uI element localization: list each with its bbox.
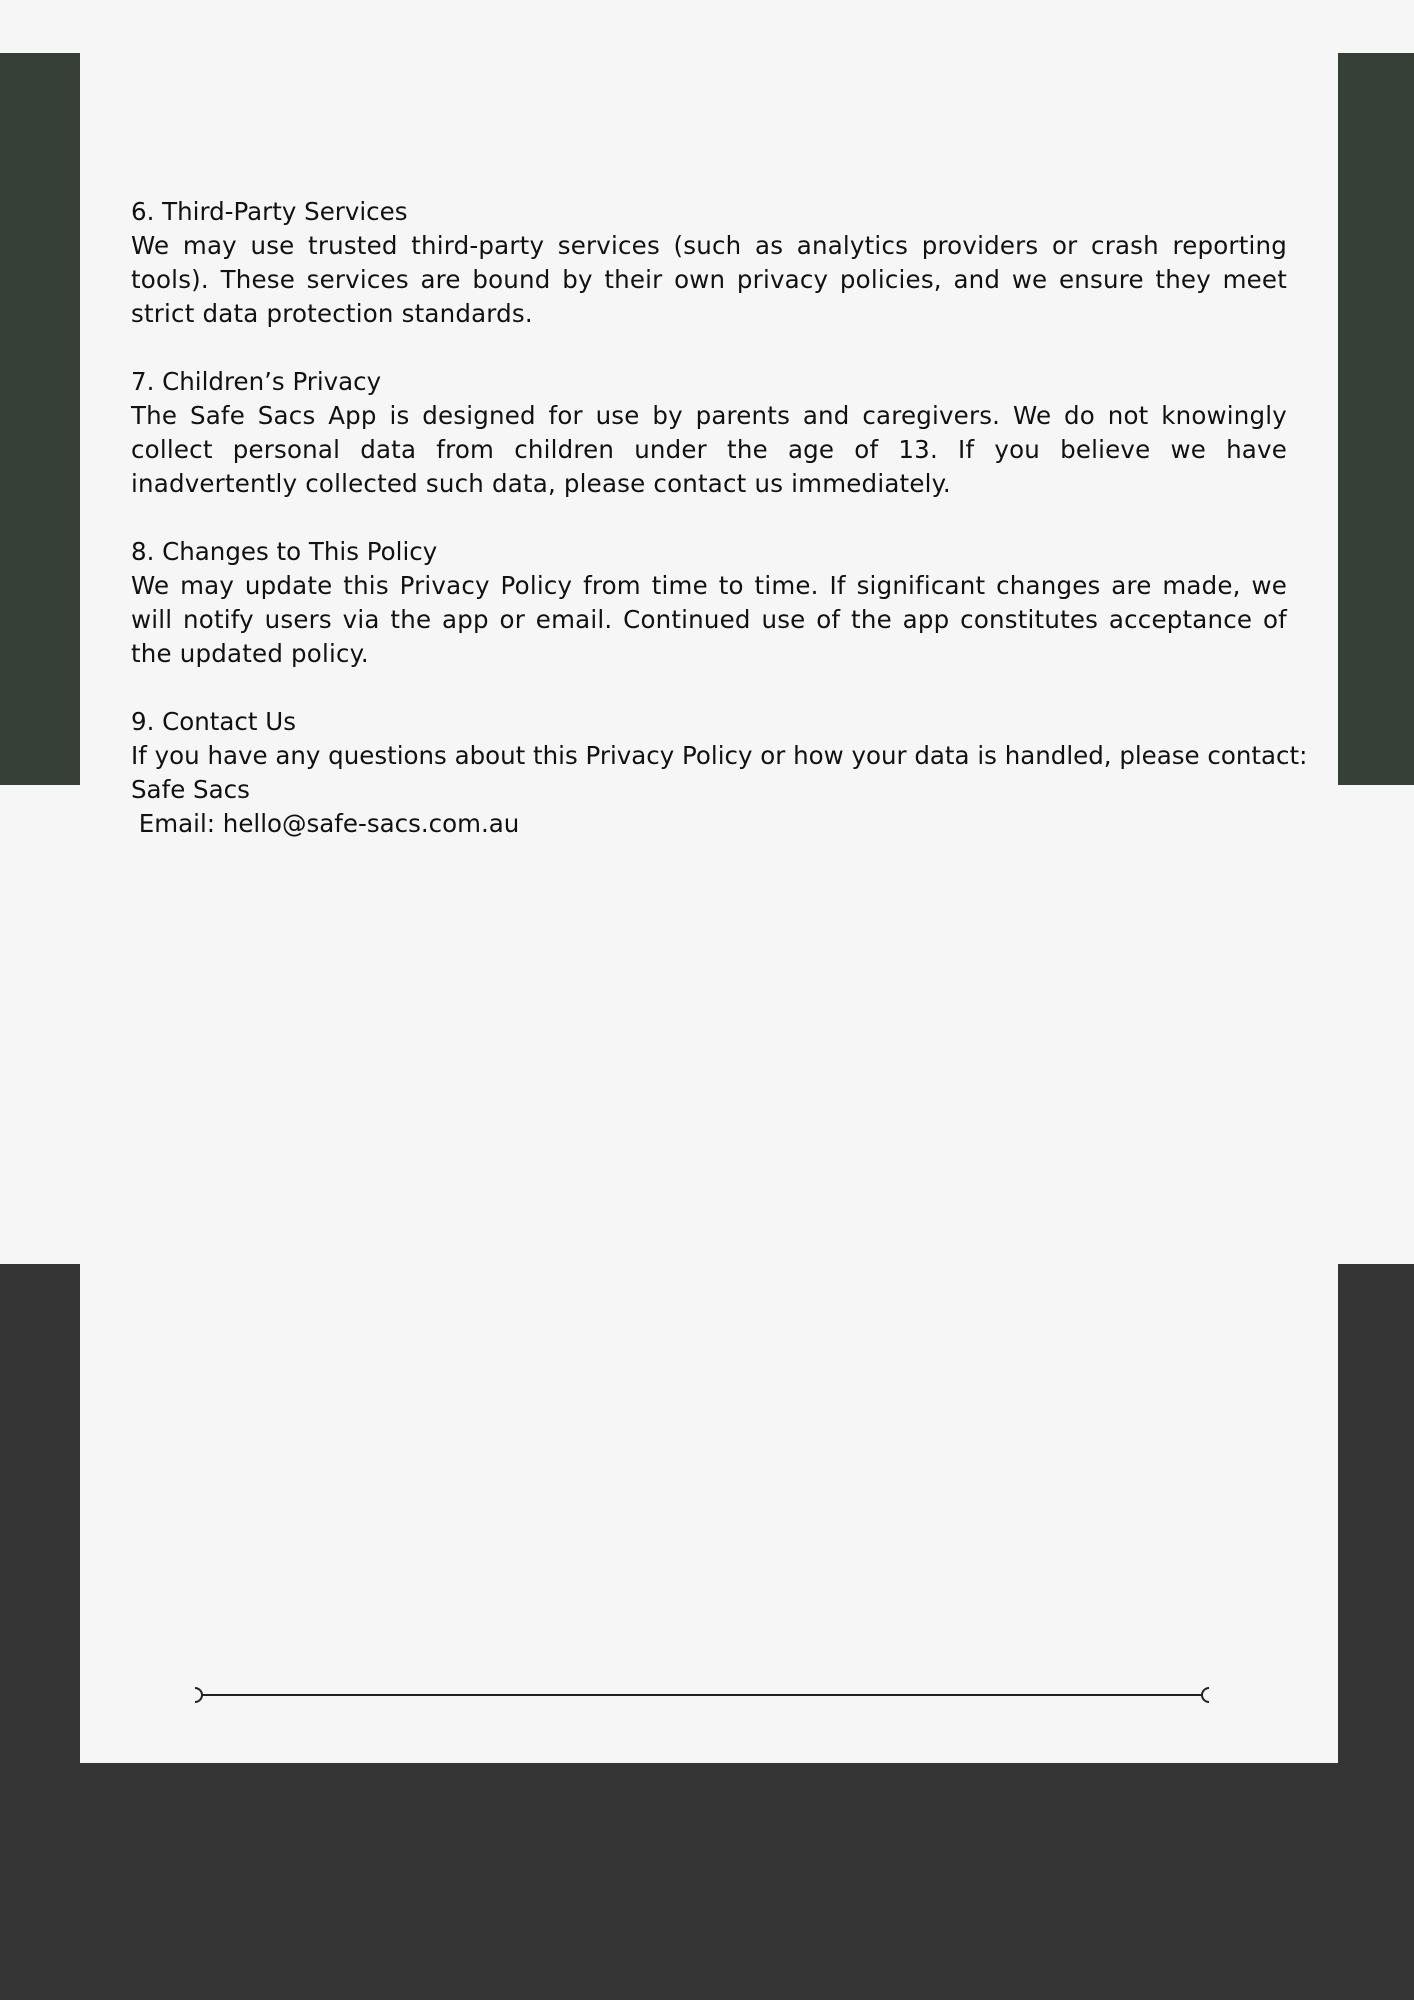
decorative-divider <box>193 1686 1211 1704</box>
contact-email: Email: hello@safe-sacs.com.au <box>131 809 520 838</box>
divider-left-cap <box>195 1688 202 1702</box>
section-body: We may use trusted third-party services (such as analytics providers or crash reporting tools). These services are bound by their own privacy policies, and we ensure they meet strict data protection standards. <box>131 231 1287 328</box>
section-title: 6. Third-Party Services <box>131 197 408 226</box>
section-title: 9. Contact Us <box>131 707 296 736</box>
section-body: The Safe Sacs App is designed for use by parents and caregivers. We do not knowingly collect personal data from children under the age of 13. If you believe we have inadvertently collected such data, please contact us immediately. <box>131 401 1287 498</box>
section-third-party-services <box>131 195 1287 331</box>
section-title: 8. Changes to This Policy <box>131 537 438 566</box>
contact-intro: If you have any questions about this Privacy Policy or how your data is handled, please contact: <box>131 741 1308 770</box>
section-title: 7. Children’s Privacy <box>131 367 382 396</box>
section-body: We may update this Privacy Policy from time to time. If significant changes are made, we will notify users via the app or email. Continued use of the app constitutes acceptance of the updated policy. <box>131 571 1287 668</box>
section-contact-us <box>131 705 1308 841</box>
divider-right-cap <box>1202 1688 1209 1702</box>
contact-company: Safe Sacs <box>131 775 250 804</box>
section-changes-to-policy <box>131 535 1287 671</box>
section-childrens-privacy <box>131 365 1287 501</box>
policy-content <box>131 195 1308 875</box>
document-page <box>80 53 1338 1763</box>
